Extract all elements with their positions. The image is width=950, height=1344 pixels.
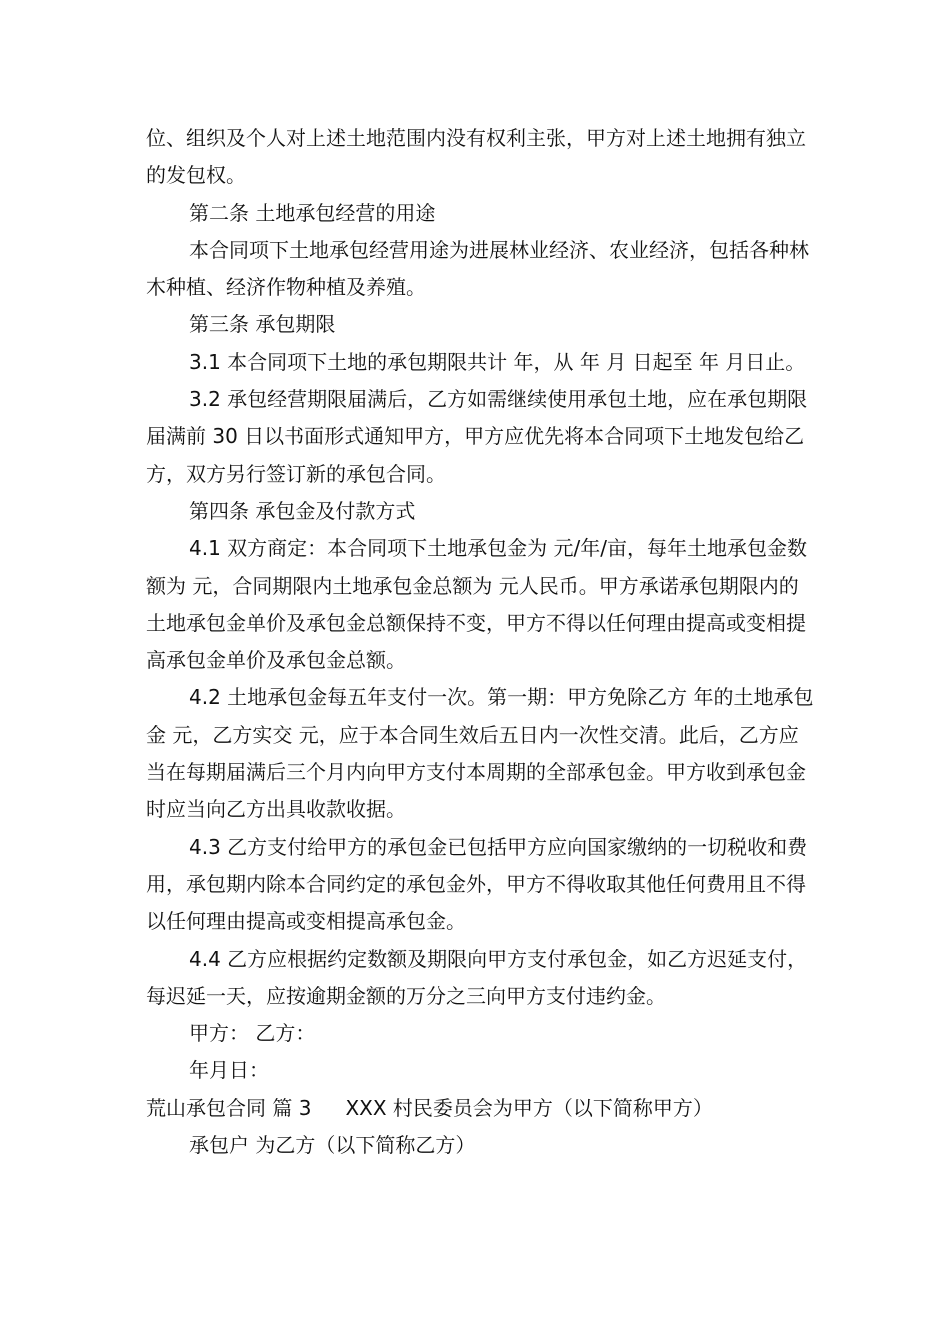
document-body — [146, 120, 818, 1164]
section-3-party-a: XXX 村民委员会为甲方（以下简称甲方） — [345, 1095, 713, 1120]
clause-4-3: 4.3 乙方支付给甲方的承包金已包括甲方应向国家缴纳的一切税收和费用，承包期内除本合同约定的承包金外，甲方不得收取其他任何费用且不得以任何理由提高或变相提高承包金。 — [146, 834, 808, 934]
article-2-heading: 第二条 土地承包经营的用途 — [189, 200, 436, 225]
paragraph-continuation: 位、组织及个人对上述土地范围内没有权利主张，甲方对上述土地拥有独立的发包权。 — [146, 126, 806, 188]
clause-4-2: 4.2 土地承包金每五年支付一次。第一期：甲方免除乙方 年的土地承包金 元，乙方实交 元，应于本合同生效后五日内一次性交清。此后，乙方应当在每期届满后三个月内向甲方支付本周期的全部承包金。甲方收到承包金时应当向乙方出具收款收据。 — [146, 685, 814, 822]
section-3-line — [146, 1090, 818, 1127]
article-3-heading: 第三条 承包期限 — [189, 312, 336, 337]
signature-line — [146, 1015, 818, 1052]
party-a-label: 甲方： — [189, 1021, 249, 1046]
article-2-body: 本合同项下土地承包经营用途为进展林业经济、农业经济，包括各种林木种植、经济作物种植及养殖。 — [146, 237, 809, 300]
section-3-party-b: 承包户 为乙方（以下简称乙方） — [189, 1133, 476, 1158]
clause-4-4: 4.4 乙方应根据约定数额及期限向甲方支付承包金，如乙方迟延支付，每迟延一天，应按逾期金额的万分之三向甲方支付违约金。 — [146, 946, 808, 1008]
section-3-title: 荒山承包合同 篇 3 — [146, 1095, 312, 1120]
clause-3-1: 3.1 本合同项下土地的承包期限共计 年，从 年 月 日起至 年 月日止。 — [189, 349, 806, 374]
clause-4-1: 4.1 双方商定：本合同项下土地承包金为 元/年/亩，每年土地承包金数额为 元，合同期限内土地承包金总额为 元人民币。甲方承诺承包期限内的土地承包金单价及承包金总额保持不变，甲方不得以任何理由提高或变相提高承包金单价及承包金总额。 — [146, 536, 807, 673]
article-4-heading: 第四条 承包金及付款方式 — [189, 498, 416, 523]
date-line: 年月日： — [189, 1058, 269, 1083]
party-b-label: 乙方： — [255, 1021, 316, 1046]
clause-3-2: 3.2 承包经营期限届满后，乙方如需继续使用承包土地，应在承包期限届满前 30 日以书面形式通知甲方，甲方应优先将本合同项下土地发包给乙方，双方另行签订新的承包合同。 — [146, 387, 808, 486]
